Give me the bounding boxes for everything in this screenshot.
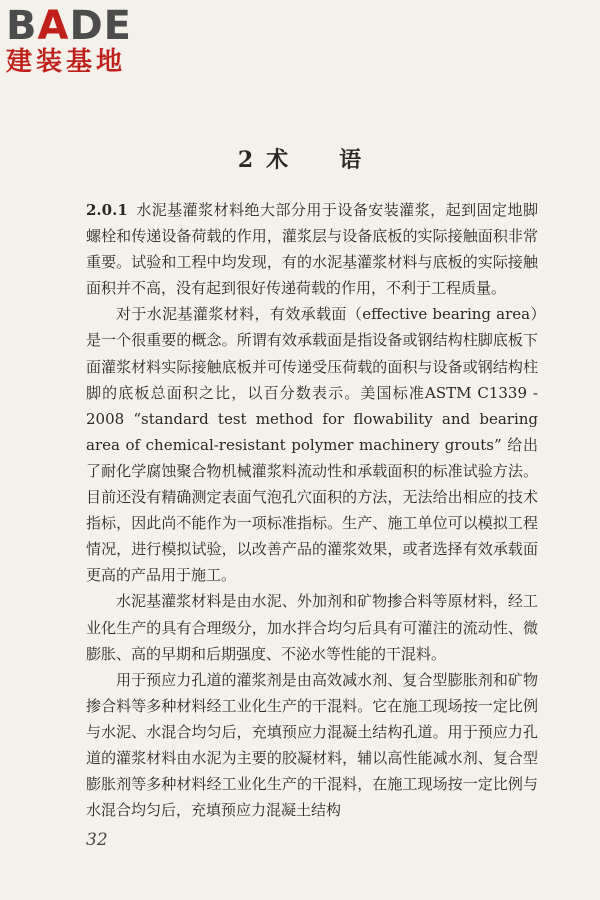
clause-number: 2.0.1 — [86, 201, 128, 219]
chapter-title — [0, 143, 600, 174]
clause-body — [86, 197, 538, 823]
clause-paragraph-2: 对于水泥基灌浆材料，有效承载面（effective bearing area）是一个很重要的概念。所谓有效承载面是指设备或钢结构柱脚底板下面灌浆材料实际接触底板并可传递受压荷载的面积与设备或钢结构柱脚的底板总面积之比，以百分数表示。美国标准ASTM C1339 - 2008 “standard test method for flowability and bearing area of chemical-resistant polymer machinery grouts” 给出了耐化学腐蚀聚合物机械灌浆料流动性和承载面积的标准试验方法。目前还没有精确测定表面气泡孔穴面积的方法，无法给出相应的技术指标，因此尚不能作为一项标准指标。生产、施工单位可以模拟工程情况，进行模拟试验，以改善产品的灌浆效果，或者选择有效承载面更高的产品用于施工。 — [86, 305, 538, 585]
clause-paragraph-1 — [86, 197, 538, 301]
logo-letters-de: DE — [69, 3, 132, 49]
page-number: 32 — [86, 830, 108, 850]
logo-letter-a: A — [37, 3, 70, 49]
logo-latin-text — [6, 4, 206, 48]
chapter-title-part1: 术 — [266, 146, 290, 173]
chapter-title-part2: 语 — [339, 146, 363, 173]
chapter-number: 2 — [237, 146, 255, 173]
clause-paragraph-3: 水泥基灌浆材料是由水泥、外加剂和矿物掺合料等原材料，经工业化生产的具有合理级分，加水拌合均匀后具有可灌注的流动性、微膨胀、高的早期和后期强度、不泌水等性能的干混料。 — [86, 592, 538, 663]
logo-letter-b: B — [6, 3, 38, 49]
clause-paragraph-4: 用于预应力孔道的灌浆剂是由高效减水剂、复合型膨胀剂和矿物掺合料等多种材料经工业化生产的干混料。它在施工现场按一定比例与水泥、水混合均匀后，充填预应力混凝土结构孔道。用于预应力孔道的灌浆材料由水泥为主要的胶凝材料，辅以高性能减水剂、复合型膨胀剂等多种材料经工业化生产的干混料，在施工现场按一定比例与水混合均匀后，充填预应力混凝土结构 — [86, 670, 538, 820]
clause-paragraph-1-text: 水泥基灌浆材料绝大部分用于设备安装灌浆，起到固定地脚螺栓和传递设备荷载的作用，灌浆层与设备底板的实际接触面积非常重要。试验和工程中均发现，有的水泥基灌浆材料与底板的实际接触面积并不高，没有起到很好传递荷载的作用，不利于工程质量。 — [86, 201, 538, 298]
logo-cjk-text: 建装基地 — [6, 47, 127, 77]
bade-logo — [6, 4, 206, 78]
